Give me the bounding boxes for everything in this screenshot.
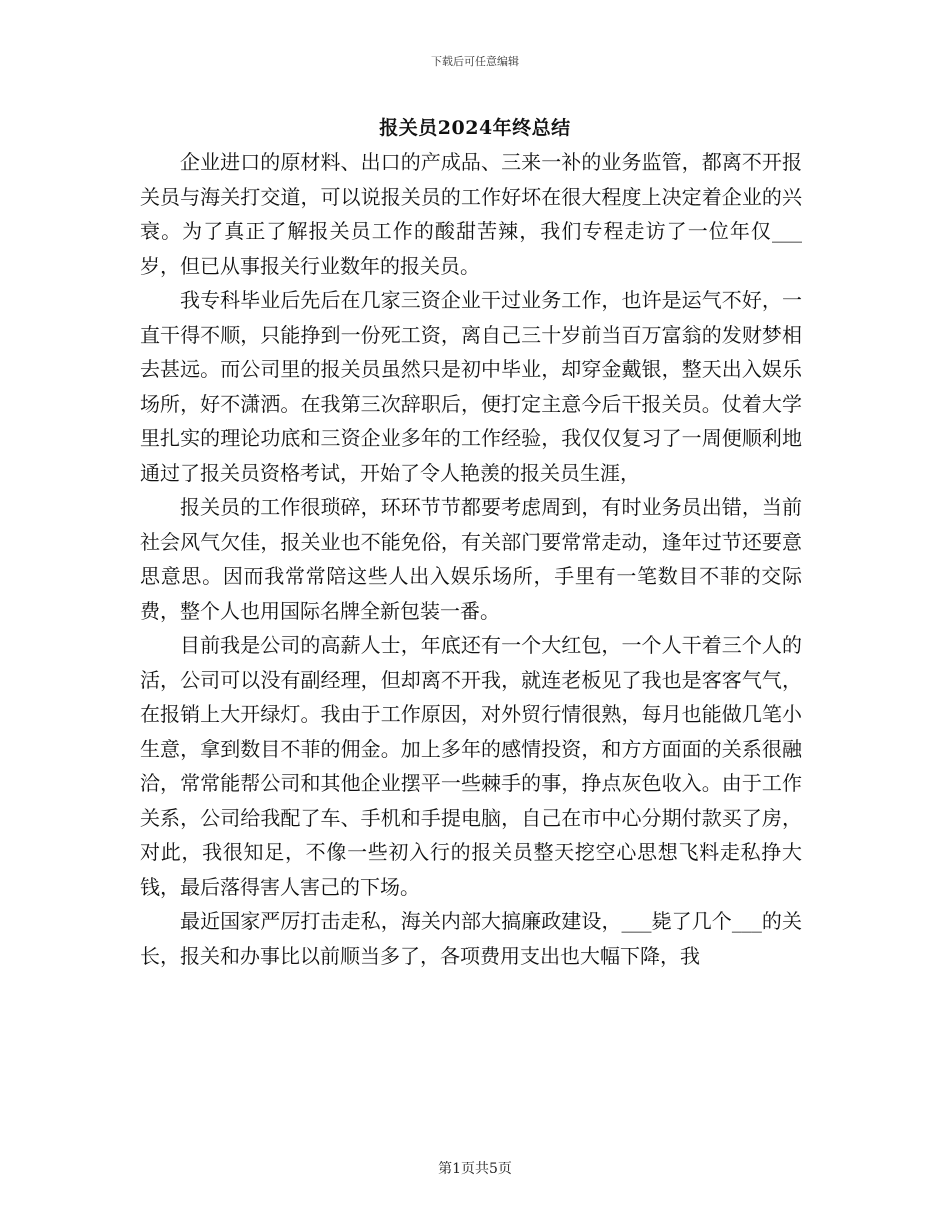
paragraph-1: 企业进口的原材料、出口的产成品、三来一补的业务监管，都离不开报关员与海关打交道，可以说报关员的工作好坏在很大程度上决定着企业的兴衰。为了真正了解报关员工作的酸甜苦辣，我们专程走访了一位年仅___岁，但已从事报关行业数年的报关员。	[140, 150, 802, 278]
document-body	[140, 145, 802, 973]
page-header-note: 下载后可任意编辑	[431, 55, 519, 68]
paragraph-4: 目前我是公司的高薪人士，年底还有一个大红包，一个人干着三个人的活，公司可以没有副经理，但却离不开我，就连老板见了我也是客客气气，在报销上大开绿灯。我由于工作原因，对外贸行情很熟，每月也能做几笔小生意，拿到数目不菲的佣金。加上多年的感情投资，和方方面面的关系很融洽，常常能帮公司和其他企业摆平一些棘手的事，挣点灰色收入。由于工作关系，公司给我配了车、手机和手提电脑，自己在市中心分期付款买了房，对此，我很知足，不像一些初入行的报关员整天挖空心思想飞料走私挣大钱，最后落得害人害己的下场。	[140, 633, 802, 899]
document-title: 报关员2024年终总结	[379, 117, 571, 139]
page-number: 第1页共5页	[438, 1161, 512, 1177]
paragraph-5: 最近国家严厉打击走私，海关内部大搞廉政建设，___毙了几个___的关长，报关和办事比以前顺当多了，各项费用支出也大幅下降，我	[140, 909, 802, 968]
paragraph-2: 我专科毕业后先后在几家三资企业干过业务工作，也许是运气不好，一直干得不顺，只能挣到一份死工资，离自己三十岁前当百万富翁的发财梦相去甚远。而公司里的报关员虽然只是初中毕业，却穿金戴银，整天出入娱乐场所，好不潇洒。在我第三次辞职后，便打定主意今后干报关员。仗着大学里扎实的理论功底和三资企业多年的工作经验，我仅仅复习了一周便顺利地通过了报关员资格考试，开始了令人艳羡的报关员生涯，	[140, 288, 802, 485]
paragraph-3: 报关员的工作很琐碎，环环节节都要考虑周到，有时业务员出错，当前社会风气欠佳，报关业也不能免俗，有关部门要常常走动，逢年过节还要意思意思。因而我常常陪这些人出入娱乐场所，手里有一笔数目不菲的交际费，整个人也用国际名牌全新包装一番。	[140, 495, 802, 623]
